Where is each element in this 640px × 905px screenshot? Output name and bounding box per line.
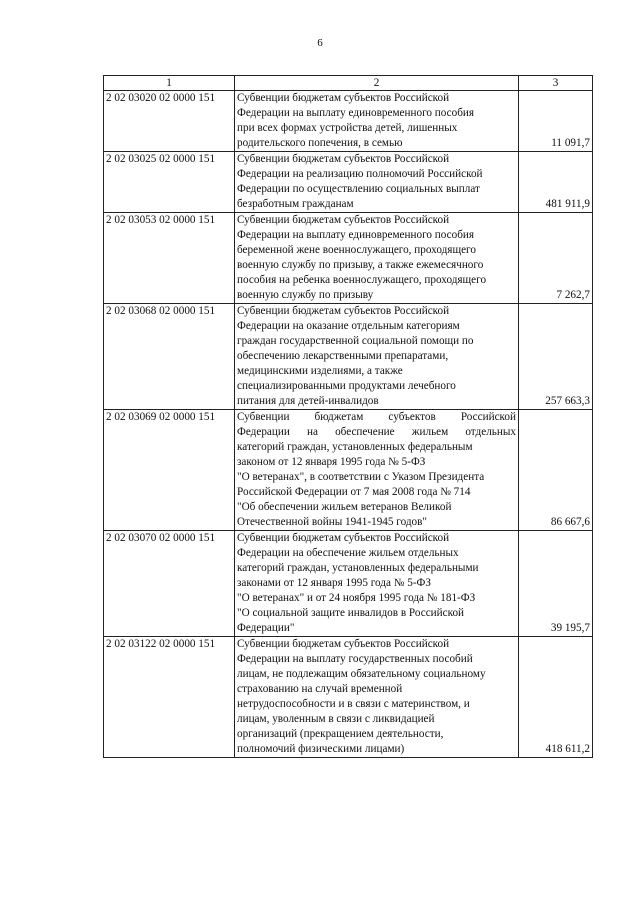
description-line: Субвенции бюджетам субъектов Российской — [237, 638, 450, 650]
description-line: Федерации на выплату единовременного пособия — [237, 107, 475, 119]
description-line: организаций (прекращением деятельности, — [237, 728, 444, 740]
row-code: 2 02 03069 02 0000 151 — [104, 410, 235, 531]
description-line: медицинскими изделиями, а также — [237, 365, 403, 377]
row-description — [235, 304, 519, 410]
description-line: "О ветеранах" и от 24 ноября 1995 года № 181-ФЗ — [237, 592, 476, 604]
row-amount: 7 262,7 — [519, 213, 593, 304]
description-line: пособия на ребенка военнослужащего, проходящего — [237, 274, 487, 286]
description-line: Федерации на реализацию полномочий Российской — [237, 168, 483, 180]
row-amount: 481 911,9 — [519, 152, 593, 213]
row-description — [235, 531, 519, 637]
description-line: родительского попечения, в семью — [237, 137, 403, 149]
row-description — [235, 637, 519, 758]
description-line: Федерации на выплату государственных пособий — [237, 653, 473, 665]
description-line: военную службу по призыву — [237, 289, 374, 301]
description-line: лицам, не подлежащим обязательному социальному — [237, 668, 486, 680]
description-line: "О ветеранах", в соответствии с Указом Президента — [237, 471, 485, 483]
row-amount: 418 611,2 — [519, 637, 593, 758]
description-line: Федерации на обеспечение жильем отдельных — [237, 547, 459, 559]
description-line: обеспечению лекарственными препаратами, — [237, 350, 449, 362]
description-line: законом от 12 января 1995 года № 5-ФЗ — [237, 456, 426, 468]
row-amount: 11 091,7 — [519, 91, 593, 152]
description-line: граждан государственной социальной помощи по — [237, 335, 474, 347]
table-row — [104, 410, 593, 531]
row-code: 2 02 03025 02 0000 151 — [104, 152, 235, 213]
table-row — [104, 637, 593, 758]
description-line: специализированными продуктами лечебного — [237, 380, 456, 392]
table-row — [104, 152, 593, 213]
row-description — [235, 91, 519, 152]
column-header-code: 1 — [104, 76, 235, 91]
row-code: 2 02 03053 02 0000 151 — [104, 213, 235, 304]
budget-table — [103, 75, 593, 758]
table-row — [104, 304, 593, 410]
row-amount: 39 195,7 — [519, 531, 593, 637]
description-line: "О социальной защите инвалидов в Российской — [237, 607, 465, 619]
description-line: Субвенции бюджетам субъектов Российской — [237, 411, 516, 423]
description-line: категорий граждан, установленных федеральным — [237, 441, 473, 453]
table-row — [104, 213, 593, 304]
description-line: полномочий физическими лицами) — [237, 743, 405, 755]
table-row — [104, 91, 593, 152]
description-line: Субвенции бюджетам субъектов Российской — [237, 214, 450, 226]
description-line: Федерации на выплату единовременного пособия — [237, 229, 475, 241]
description-line: Субвенции бюджетам субъектов Российской — [237, 532, 450, 544]
row-amount: 257 663,3 — [519, 304, 593, 410]
row-description — [235, 152, 519, 213]
table-row — [104, 531, 593, 637]
description-line: при всех формах устройства детей, лишенных — [237, 122, 458, 134]
row-code: 2 02 03070 02 0000 151 — [104, 531, 235, 637]
row-amount: 86 667,6 — [519, 410, 593, 531]
description-line: категорий граждан, установленных федеральными — [237, 562, 479, 574]
description-line: лицам, уволенным в связи с ликвидацией — [237, 713, 435, 725]
row-description — [235, 410, 519, 531]
description-line: военную службу по призыву, а также ежемесячного — [237, 259, 484, 271]
description-line: Субвенции бюджетам субъектов Российской — [237, 92, 450, 104]
description-line: Федерации" — [237, 622, 295, 634]
description-line: безработным гражданам — [237, 198, 354, 210]
row-code: 2 02 03122 02 0000 151 — [104, 637, 235, 758]
table-header-row — [104, 76, 593, 91]
description-line: Федерации на оказание отдельным категориям — [237, 320, 460, 332]
page-number: 6 — [317, 37, 323, 49]
row-code: 2 02 03020 02 0000 151 — [104, 91, 235, 152]
description-line: питания для детей-инвалидов — [237, 395, 379, 407]
description-line: страхованию на случай временной — [237, 683, 403, 695]
description-line: Субвенции бюджетам субъектов Российской — [237, 305, 450, 317]
description-line: Федерации на обеспечение жильем отдельных — [237, 426, 516, 438]
description-line: "Об обеспечении жильем ветеранов Великой — [237, 501, 452, 513]
row-description — [235, 213, 519, 304]
description-line: Субвенции бюджетам субъектов Российской — [237, 153, 450, 165]
column-header-description: 2 — [235, 76, 519, 91]
description-line: Российской Федерации от 7 мая 2008 года № 714 — [237, 486, 471, 498]
description-line: беременной жене военнослужащего, проходящего — [237, 244, 476, 256]
description-line: Отечественной войны 1941-1945 годов" — [237, 516, 427, 528]
row-code: 2 02 03068 02 0000 151 — [104, 304, 235, 410]
column-header-amount: 3 — [519, 76, 593, 91]
description-line: законами от 12 января 1995 года № 5-ФЗ — [237, 577, 431, 589]
description-line: нетрудоспособности и в связи с материнством, и — [237, 698, 470, 710]
description-line: Федерации по осуществлению социальных выплат — [237, 183, 480, 195]
